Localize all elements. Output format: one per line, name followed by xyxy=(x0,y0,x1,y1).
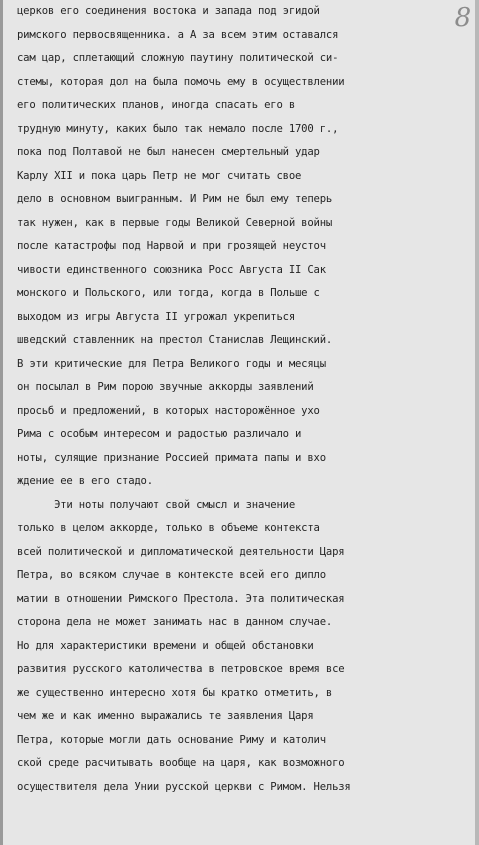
text-line: чивости единственного союзника Росс Августа II Сак xyxy=(17,263,326,276)
text-line: его политических планов, иногда спасать его в xyxy=(17,99,296,111)
text-line: Но для характеристики времени и общей обстановки xyxy=(17,639,314,652)
text-line: матии в отношении Римского Престола. Эта политическая xyxy=(17,592,345,605)
text-line: выходом из игры Августа II угрожал укрепиться xyxy=(17,310,296,323)
text-line: осуществителя дела Унии русской церкви с Римом. Нельзя xyxy=(17,780,351,793)
text-line: пока под Полтавой не был нанесен смертельный удар xyxy=(17,146,320,158)
text-line: сторона дела не может занимать нас в данном случае. xyxy=(17,616,333,628)
text-line: сам цар, сплетающий сложную паутину политической си- xyxy=(17,52,339,64)
page-number: 8 xyxy=(454,3,471,33)
text-line: всей политической и дипломатической деятельности Царя xyxy=(17,545,345,558)
body-text xyxy=(17,0,467,799)
text-line: стемы, которая дол на была помочь ему в осуществлении xyxy=(17,75,345,88)
text-line: трудную минуту, каких было так немало после 1700 г., xyxy=(17,122,339,135)
text-line: дело в основном выигранным. И Рим не был ему теперь xyxy=(17,193,333,205)
text-line: же существенно интересно хотя бы кратко отметить, в xyxy=(17,686,333,699)
text-line: Петра, во всяком случае в контексте всей его дипло xyxy=(17,569,326,581)
text-line: церков его соединения востока и запада под эгидой xyxy=(17,5,320,17)
text-line: он посылал в Рим порою звучные аккорды заявлений xyxy=(17,381,314,393)
text-line: чем же и как именно выражались те заявления Царя xyxy=(17,710,314,722)
text-line: развития русского католичества в петровское время все xyxy=(17,663,345,675)
text-line: ской среде расчитывать вообще на царя, как возможного xyxy=(17,757,345,769)
text-line: ждение ее в его стадо. xyxy=(17,475,153,487)
text-line: Рима с особым интересом и радостью различало и xyxy=(17,428,302,440)
text-line: Карлу XII и пока царь Петр не мог считать свое xyxy=(17,169,302,182)
text-line: после катастрофы под Нарвой и при грозящей неусточ xyxy=(17,240,326,252)
text-line: В эти критические для Петра Великого годы и месяцы xyxy=(17,357,326,370)
text-line: римского первосвященника. а А за всем этим оставался xyxy=(17,28,339,41)
text-line: так нужен, как в первые годы Великой Северной войны xyxy=(17,216,333,229)
text-line: ноты, сулящие признание Россией примата папы и вхо xyxy=(17,451,326,464)
text-line: только в целом аккорде, только в объеме контекста xyxy=(17,522,320,534)
text-line: Эти ноты получают свой смысл и значение xyxy=(17,498,296,511)
text-line: Петра, которые могли дать основание Риму и католич xyxy=(17,733,326,746)
text-line: просьб и предложений, в которых насторожённое ухо xyxy=(17,404,320,417)
text-line: монского и Польского, или тогда, когда в Польше с xyxy=(17,287,320,299)
text-line: шведский ставленник на престол Станислав Лещинский. xyxy=(17,334,333,346)
